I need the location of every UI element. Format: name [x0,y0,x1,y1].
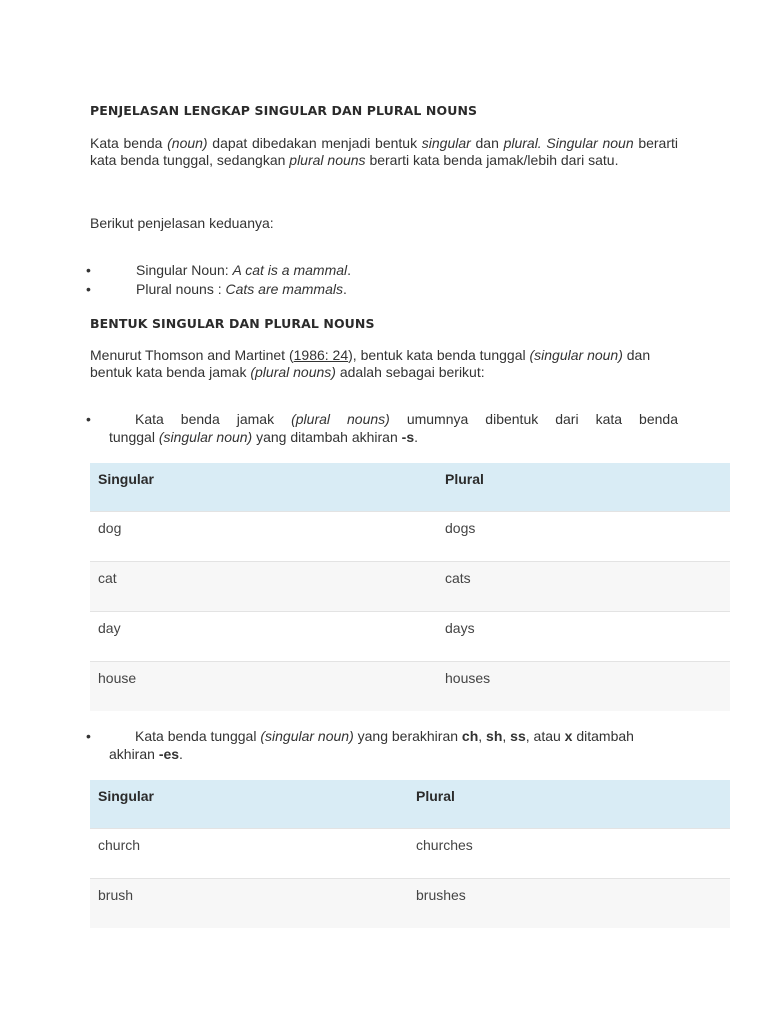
cell-singular: day [90,612,437,662]
cell-plural: churches [408,829,730,879]
berikut-text: Berikut penjelasan keduanya: [90,215,274,231]
section-heading-penjelasan: PENJELASAN LENGKAP SINGULAR DAN PLURAL NOUNS [90,103,478,118]
cell-plural: brushes [408,879,730,929]
cell-plural: houses [437,662,730,712]
section-heading-bentuk: BENTUK SINGULAR DAN PLURAL NOUNS [90,316,375,331]
table-row [90,612,730,662]
table-row [90,562,730,612]
column-header-singular: Singular [90,463,437,512]
table-plural-es [90,780,730,928]
column-header-plural: Plural [437,463,730,512]
intro-paragraph: Kata benda (noun) dapat dibedakan menjadi bentuk singular dan plural. Singular noun berarti kata benda tunggal, sedangkan plural nouns berarti kata benda jamak/lebih dari satu. [90,135,679,168]
bullet-icon: • [86,262,91,278]
table-plural-s [90,463,730,711]
rule-plural-s: Kata benda jamak (plural nouns) umumnya dibentuk dari kata benda tunggal (singular noun) yang ditambah akhiran -s. [109,411,678,445]
cell-singular: cat [90,562,437,612]
citation-link[interactable]: 1986: 24 [293,347,349,363]
column-header-plural: Plural [408,780,730,829]
cell-singular: house [90,662,437,712]
cell-plural: days [437,612,730,662]
cell-singular: brush [90,879,408,929]
bullet-icon: • [86,281,91,297]
column-header-singular: Singular [90,780,408,829]
bullet-icon: • [86,411,91,427]
cell-singular: dog [90,512,437,562]
example-plural: Plural nouns : Cats are mammals. [136,281,347,297]
cell-singular: church [90,829,408,879]
table-row [90,662,730,712]
bullet-icon: • [86,728,91,744]
example-singular: Singular Noun: A cat is a mammal. [136,262,352,278]
cell-plural: dogs [437,512,730,562]
table-row [90,512,730,562]
table-row [90,879,730,929]
table-row [90,829,730,879]
menurut-paragraph: Menurut Thomson and Martinet (1986: 24), bentuk kata benda tunggal (singular noun) dan bentuk kata benda jamak (plural nouns) adalah sebagai berikut: [90,347,651,380]
table-header-row [90,780,730,829]
rule-plural-es: Kata benda tunggal (singular noun) yang berakhiran ch, sh, ss, atau x ditambah akhiran -es. [109,728,634,762]
table-header-row [90,463,730,512]
cell-plural: cats [437,562,730,612]
